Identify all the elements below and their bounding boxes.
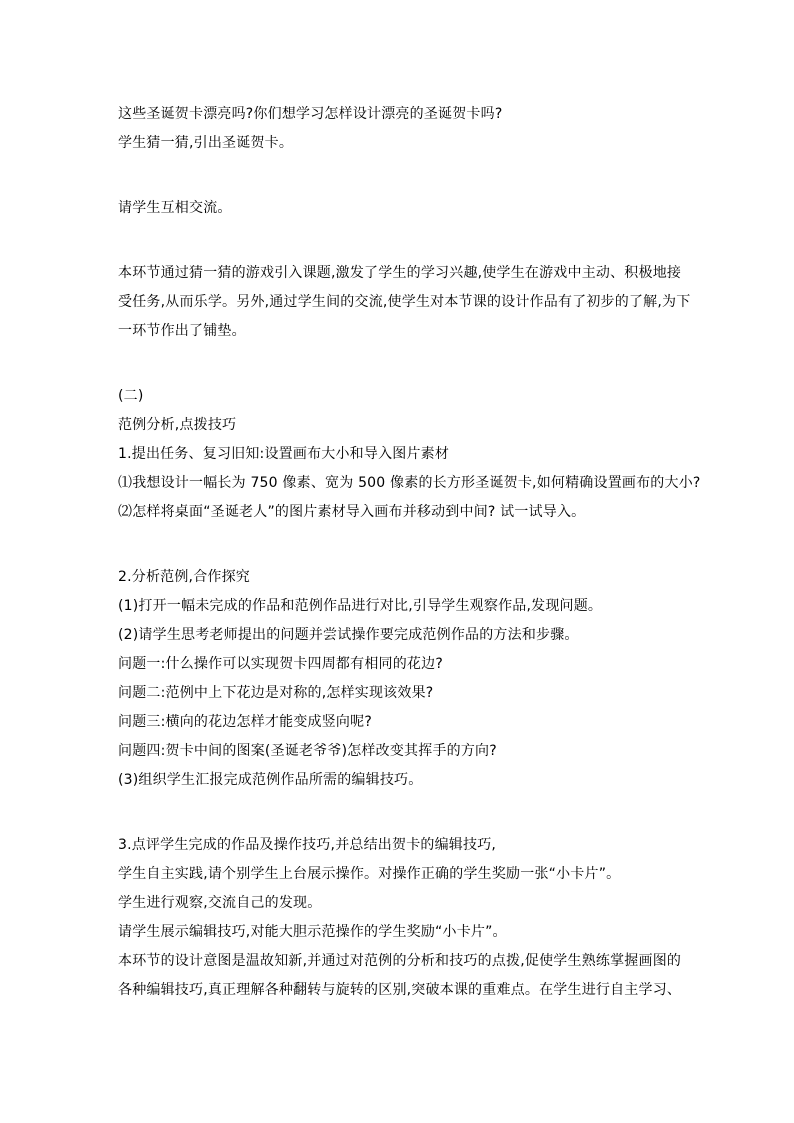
- text-line: 本环节通过猜一猜的游戏引入课题,激发了学生的学习兴趣,使学生在游戏中主动、积极地接: [118, 265, 682, 281]
- text-line: (2)请学生思考老师提出的问题并尝试操作要完成范例作品的方法和步骤。: [118, 627, 579, 643]
- text-line: 学生进行观察,交流自己的发现。: [118, 895, 322, 911]
- text-line: (1)打开一幅未完成的作品和范例作品进行对比,引导学生观察作品,发现问题。: [118, 598, 603, 614]
- text-line: 这些圣诞贺卡漂亮吗?你们想学习怎样设计漂亮的圣诞贺卡吗?: [118, 106, 503, 122]
- text-line: 学生自主实践,请个别学生上台展示操作。对操作正确的学生奖励一张“小卡片”。: [118, 866, 621, 882]
- text-line: 3.点评学生完成的作品及操作技巧,并总结出贺卡的编辑技巧,: [118, 837, 497, 853]
- text-line: 问题四:贺卡中间的图案(圣诞老爷爷)怎样改变其挥手的方向?: [118, 743, 497, 759]
- text-line: 本环节的设计意图是温故知新,并通过对范例的分析和技巧的点拨,促使学生熟练掌握画图的: [118, 953, 682, 969]
- text-line: 受任务,从而乐学。另外,通过学生间的交流,使学生对本节课的设计作品有了初步的了解,为下: [118, 294, 691, 310]
- text-line: 问题一:什么操作可以实现贺卡四周都有相同的花边?: [118, 656, 443, 672]
- text-line: 一环节作出了铺垫。: [118, 323, 246, 339]
- text-line: ⑴我想设计一幅长为 750 像素、宽为 500 像素的长方形圣诞贺卡,如何精确设置画布的大小?: [118, 475, 701, 491]
- text-line: 1.提出任务、复习旧知:设置画布大小和导入图片素材: [118, 446, 450, 462]
- section-heading: (二): [118, 388, 144, 404]
- section-title: 范例分析,点拨技巧: [118, 417, 237, 433]
- text-line: 问题二:范例中上下花边是对称的,怎样实现该效果?: [118, 685, 434, 701]
- text-line: (3)组织学生汇报完成范例作品所需的编辑技巧。: [118, 772, 423, 788]
- text-line: ⑵怎样将桌面“圣诞老人”的图片素材导入画布并移动到中间? 试一试导入。: [118, 504, 586, 520]
- text-line: 学生猜一猜,引出圣诞贺卡。: [118, 135, 294, 151]
- text-line: 请学生互相交流。: [118, 200, 232, 216]
- text-line: 2.分析范例,合作探究: [118, 569, 251, 585]
- text-line: 请学生展示编辑技巧,对能大胆示范操作的学生奖励“小卡片”。: [118, 924, 507, 940]
- text-line: 问题三:横向的花边怎样才能变成竖向呢?: [118, 714, 372, 730]
- text-line: 各种编辑技巧,真正理解各种翻转与旋转的区别,突破本课的重难点。在学生进行自主学习、: [118, 982, 682, 998]
